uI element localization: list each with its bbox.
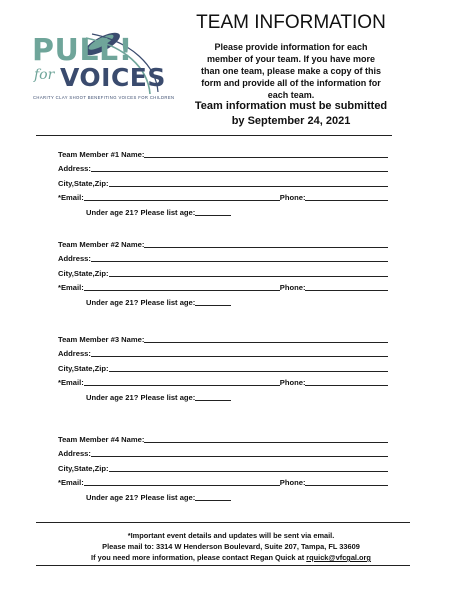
age-field[interactable] bbox=[195, 500, 231, 501]
address-field[interactable] bbox=[91, 456, 388, 457]
age-row bbox=[58, 488, 388, 503]
age-field[interactable] bbox=[195, 215, 231, 216]
address-row bbox=[58, 445, 388, 460]
age-label: Under age 21? Please list age: bbox=[86, 492, 196, 502]
footer-bottom-divider bbox=[36, 565, 410, 566]
logo-pull-text: PULL! bbox=[32, 33, 133, 68]
address-label: Address: bbox=[58, 349, 91, 358]
name-field[interactable] bbox=[144, 442, 388, 443]
page-title: TEAM INFORMATION bbox=[196, 12, 386, 33]
city-state-zip-label: City,State,Zip: bbox=[58, 363, 109, 373]
address-label: Address: bbox=[58, 254, 91, 263]
logo-for-text: for bbox=[34, 67, 55, 83]
email-field[interactable] bbox=[84, 385, 280, 386]
name-row bbox=[58, 145, 388, 160]
team-member-1-block bbox=[58, 145, 388, 218]
intro-line: each team. bbox=[267, 90, 315, 100]
intro-line: form and provide all of the information for bbox=[201, 78, 381, 88]
city-state-zip-field[interactable] bbox=[109, 371, 389, 372]
city-state-zip-field[interactable] bbox=[109, 276, 389, 277]
phone-label: Phone: bbox=[279, 283, 306, 292]
contact-prefix: If you need more information, please contact Regan Quick at bbox=[91, 553, 307, 562]
city-state-zip-label: City,State,Zip: bbox=[58, 463, 109, 473]
team-member-2-block bbox=[58, 235, 388, 308]
email-label: *Email: bbox=[58, 378, 84, 387]
name-label: Team Member #1 Name: bbox=[58, 149, 145, 159]
address-row bbox=[58, 160, 388, 175]
city-state-zip-row bbox=[58, 359, 388, 374]
team-member-3-block bbox=[58, 330, 388, 403]
pull-for-voices-logo bbox=[30, 28, 175, 108]
address-label: Address: bbox=[58, 449, 91, 458]
email-label: *Email: bbox=[58, 283, 84, 292]
age-label: Under age 21? Please list age: bbox=[86, 297, 196, 307]
name-field[interactable] bbox=[144, 157, 388, 158]
address-row bbox=[58, 345, 388, 360]
deadline-line: Team information must be submitted bbox=[194, 100, 388, 112]
logo-tagline: CHARITY CLAY SHOOT BENEFITING VOICES FOR CHILDREN bbox=[33, 95, 175, 100]
age-field[interactable] bbox=[195, 305, 231, 306]
city-state-zip-label: City,State,Zip: bbox=[58, 178, 109, 188]
phone-field[interactable] bbox=[305, 200, 388, 201]
city-state-zip-row bbox=[58, 459, 388, 474]
city-state-zip-label: City,State,Zip: bbox=[58, 268, 109, 278]
city-state-zip-field[interactable] bbox=[109, 471, 389, 472]
mailing-address: Please mail to: 3314 W Henderson Boulevard, Suite 207, Tampa, FL 33609 bbox=[102, 542, 360, 551]
email-label: *Email: bbox=[58, 478, 84, 487]
address-field[interactable] bbox=[91, 171, 388, 172]
name-row bbox=[58, 235, 388, 250]
address-row bbox=[58, 250, 388, 265]
phone-field[interactable] bbox=[305, 485, 388, 486]
logo-voices-text: VOICES bbox=[60, 63, 166, 92]
intro-line: than one team, please make a copy of this bbox=[200, 66, 382, 76]
city-state-zip-row bbox=[58, 174, 388, 189]
deadline-line: by September 24, 2021 bbox=[231, 115, 351, 127]
footer-top-divider bbox=[36, 522, 410, 523]
contact-line bbox=[40, 552, 422, 563]
email-phone-row bbox=[58, 474, 388, 489]
name-label: Team Member #3 Name: bbox=[58, 334, 145, 344]
deadline-text bbox=[186, 99, 396, 129]
email-label: *Email: bbox=[58, 193, 84, 202]
age-label: Under age 21? Please list age: bbox=[86, 207, 196, 217]
city-state-zip-row bbox=[58, 264, 388, 279]
name-row bbox=[58, 330, 388, 345]
email-field[interactable] bbox=[84, 485, 280, 486]
address-label: Address: bbox=[58, 164, 91, 173]
age-field[interactable] bbox=[195, 400, 231, 401]
phone-label: Phone: bbox=[279, 478, 306, 487]
name-row bbox=[58, 430, 388, 445]
email-field[interactable] bbox=[84, 290, 280, 291]
address-field[interactable] bbox=[91, 356, 388, 357]
age-row bbox=[58, 203, 388, 218]
intro-line: member of your team. If you have more bbox=[206, 54, 376, 64]
city-state-zip-field[interactable] bbox=[109, 186, 389, 187]
phone-field[interactable] bbox=[305, 385, 388, 386]
name-field[interactable] bbox=[144, 247, 388, 248]
age-row bbox=[58, 293, 388, 308]
name-field[interactable] bbox=[144, 342, 388, 343]
intro-text bbox=[196, 41, 386, 101]
team-member-4-block bbox=[58, 430, 388, 503]
age-label: Under age 21? Please list age: bbox=[86, 392, 196, 402]
email-phone-row bbox=[58, 374, 388, 389]
phone-label: Phone: bbox=[279, 378, 306, 387]
contact-email-link[interactable]: rquick@vfcgal.org bbox=[306, 553, 371, 562]
phone-label: Phone: bbox=[279, 193, 306, 202]
name-label: Team Member #4 Name: bbox=[58, 434, 145, 444]
header-divider bbox=[36, 135, 392, 136]
email-field[interactable] bbox=[84, 200, 280, 201]
email-phone-row bbox=[58, 279, 388, 294]
name-label: Team Member #2 Name: bbox=[58, 239, 145, 249]
footer-notes bbox=[40, 530, 422, 563]
intro-line: Please provide information for each bbox=[214, 42, 368, 52]
email-notice: *Important event details and updates will be sent via email. bbox=[127, 531, 335, 540]
age-row bbox=[58, 388, 388, 403]
address-field[interactable] bbox=[91, 261, 388, 262]
email-phone-row bbox=[58, 189, 388, 204]
phone-field[interactable] bbox=[305, 290, 388, 291]
